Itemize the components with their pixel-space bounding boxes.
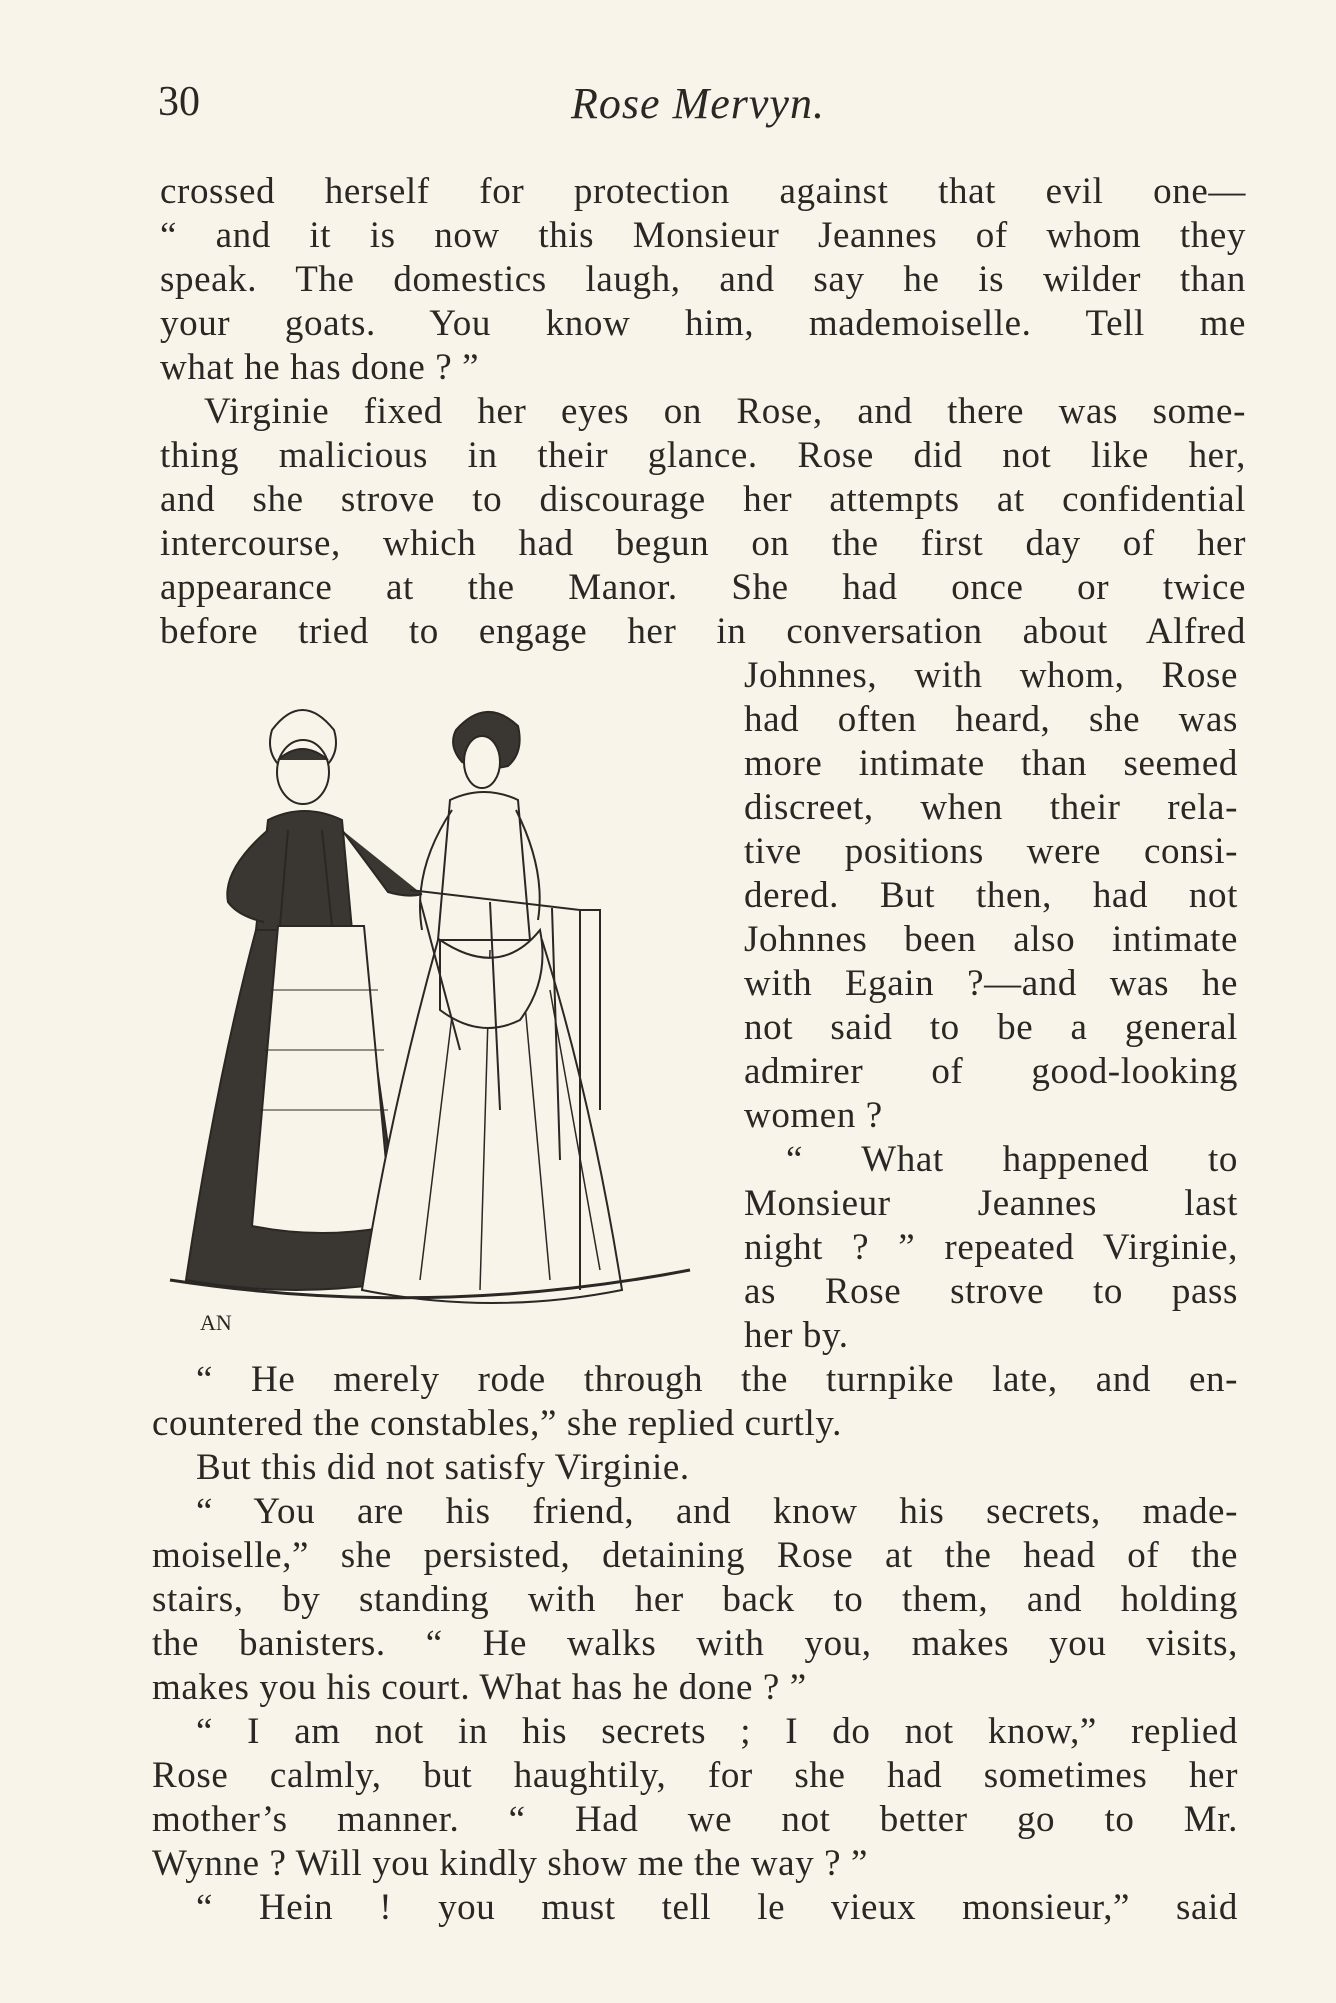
text-line: Virginie fixed her eyes on Rose, and there was some-	[204, 391, 1246, 432]
text-line: Monsieur Jeannes last	[744, 1183, 1238, 1224]
maid-bodice	[256, 811, 352, 937]
text-line: her by.	[744, 1315, 849, 1356]
text-line: as Rose strove to pass	[744, 1271, 1238, 1312]
text-line: and she strove to discourage her attempts at confidential	[160, 479, 1246, 520]
text-line: dered. But then, had not	[744, 875, 1238, 916]
text-line: women ?	[744, 1095, 883, 1136]
text-line: Johnnes, with whom, Rose	[744, 655, 1238, 696]
text-line: appearance at the Manor. She had once or twice	[160, 567, 1246, 608]
text-line: countered the constables,” she replied curtly.	[152, 1403, 842, 1444]
text-line: Rose calmly, but haughtily, for she had sometimes her	[152, 1755, 1238, 1796]
text-line: what he has done ? ”	[160, 347, 480, 388]
text-line: night ? ” repeated Virginie,	[744, 1227, 1238, 1268]
text-line: crossed herself for protection against that evil one—	[160, 171, 1246, 212]
running-title: Rose Mervyn.	[571, 79, 825, 128]
text-line: not said to be a general	[744, 1007, 1238, 1048]
page-header	[158, 78, 1238, 138]
text-line: “ I am not in his secrets ; I do not know,” replied	[196, 1711, 1238, 1752]
lady-bodice	[438, 792, 530, 948]
text-line: “ What happened to	[786, 1139, 1238, 1180]
text-line: before tried to engage her in conversation about Alfred	[160, 611, 1246, 652]
maid-arm-right	[342, 830, 422, 896]
text-line: “ He merely rode through the turnpike late, and en-	[196, 1359, 1238, 1400]
text-line: the banisters. “ He walks with you, makes you visits,	[152, 1623, 1238, 1664]
text-line: speak. The domestics laugh, and say he is wilder than	[160, 259, 1246, 300]
text-line: more intimate than seemed	[744, 743, 1238, 784]
text-line: tive positions were consi-	[744, 831, 1238, 872]
text-line: “ Hein ! you must tell le vieux monsieur,” said	[196, 1887, 1238, 1928]
lady-head	[464, 736, 500, 788]
maid-arm-left	[227, 830, 268, 922]
text-line: makes you his court. What has he done ? ”	[152, 1667, 807, 1708]
text-line: with Egain ?—and was he	[744, 963, 1238, 1004]
text-line: mother’s manner. “ Had we not better go to Mr.	[152, 1799, 1238, 1840]
text-line: moiselle,” she persisted, detaining Rose at the head of the	[152, 1535, 1238, 1576]
text-line: thing malicious in their glance. Rose did not like her,	[160, 435, 1246, 476]
text-line: “ You are his friend, and know his secrets, made-	[196, 1491, 1238, 1532]
text-line: admirer of good-looking	[744, 1051, 1238, 1092]
text-line: intercourse, which had begun on the first day of her	[160, 523, 1246, 564]
text-line: Wynne ? Will you kindly show me the way ? ”	[152, 1843, 869, 1884]
text-line: stairs, by standing with her back to them, and holding	[152, 1579, 1238, 1620]
text-line: had often heard, she was	[744, 699, 1238, 740]
text-line: discreet, when their rela-	[744, 787, 1238, 828]
artist-signature: AN	[200, 1310, 232, 1335]
illustration-two-women	[160, 690, 700, 1340]
text-line: your goats. You know him, mademoiselle. Tell me	[160, 303, 1246, 344]
page-number: 30	[158, 79, 200, 125]
text-line: But this did not satisfy Virginie.	[196, 1447, 690, 1488]
text-line: “ and it is now this Monsieur Jeannes of whom they	[160, 215, 1246, 256]
text-line: Johnnes been also intimate	[744, 919, 1238, 960]
